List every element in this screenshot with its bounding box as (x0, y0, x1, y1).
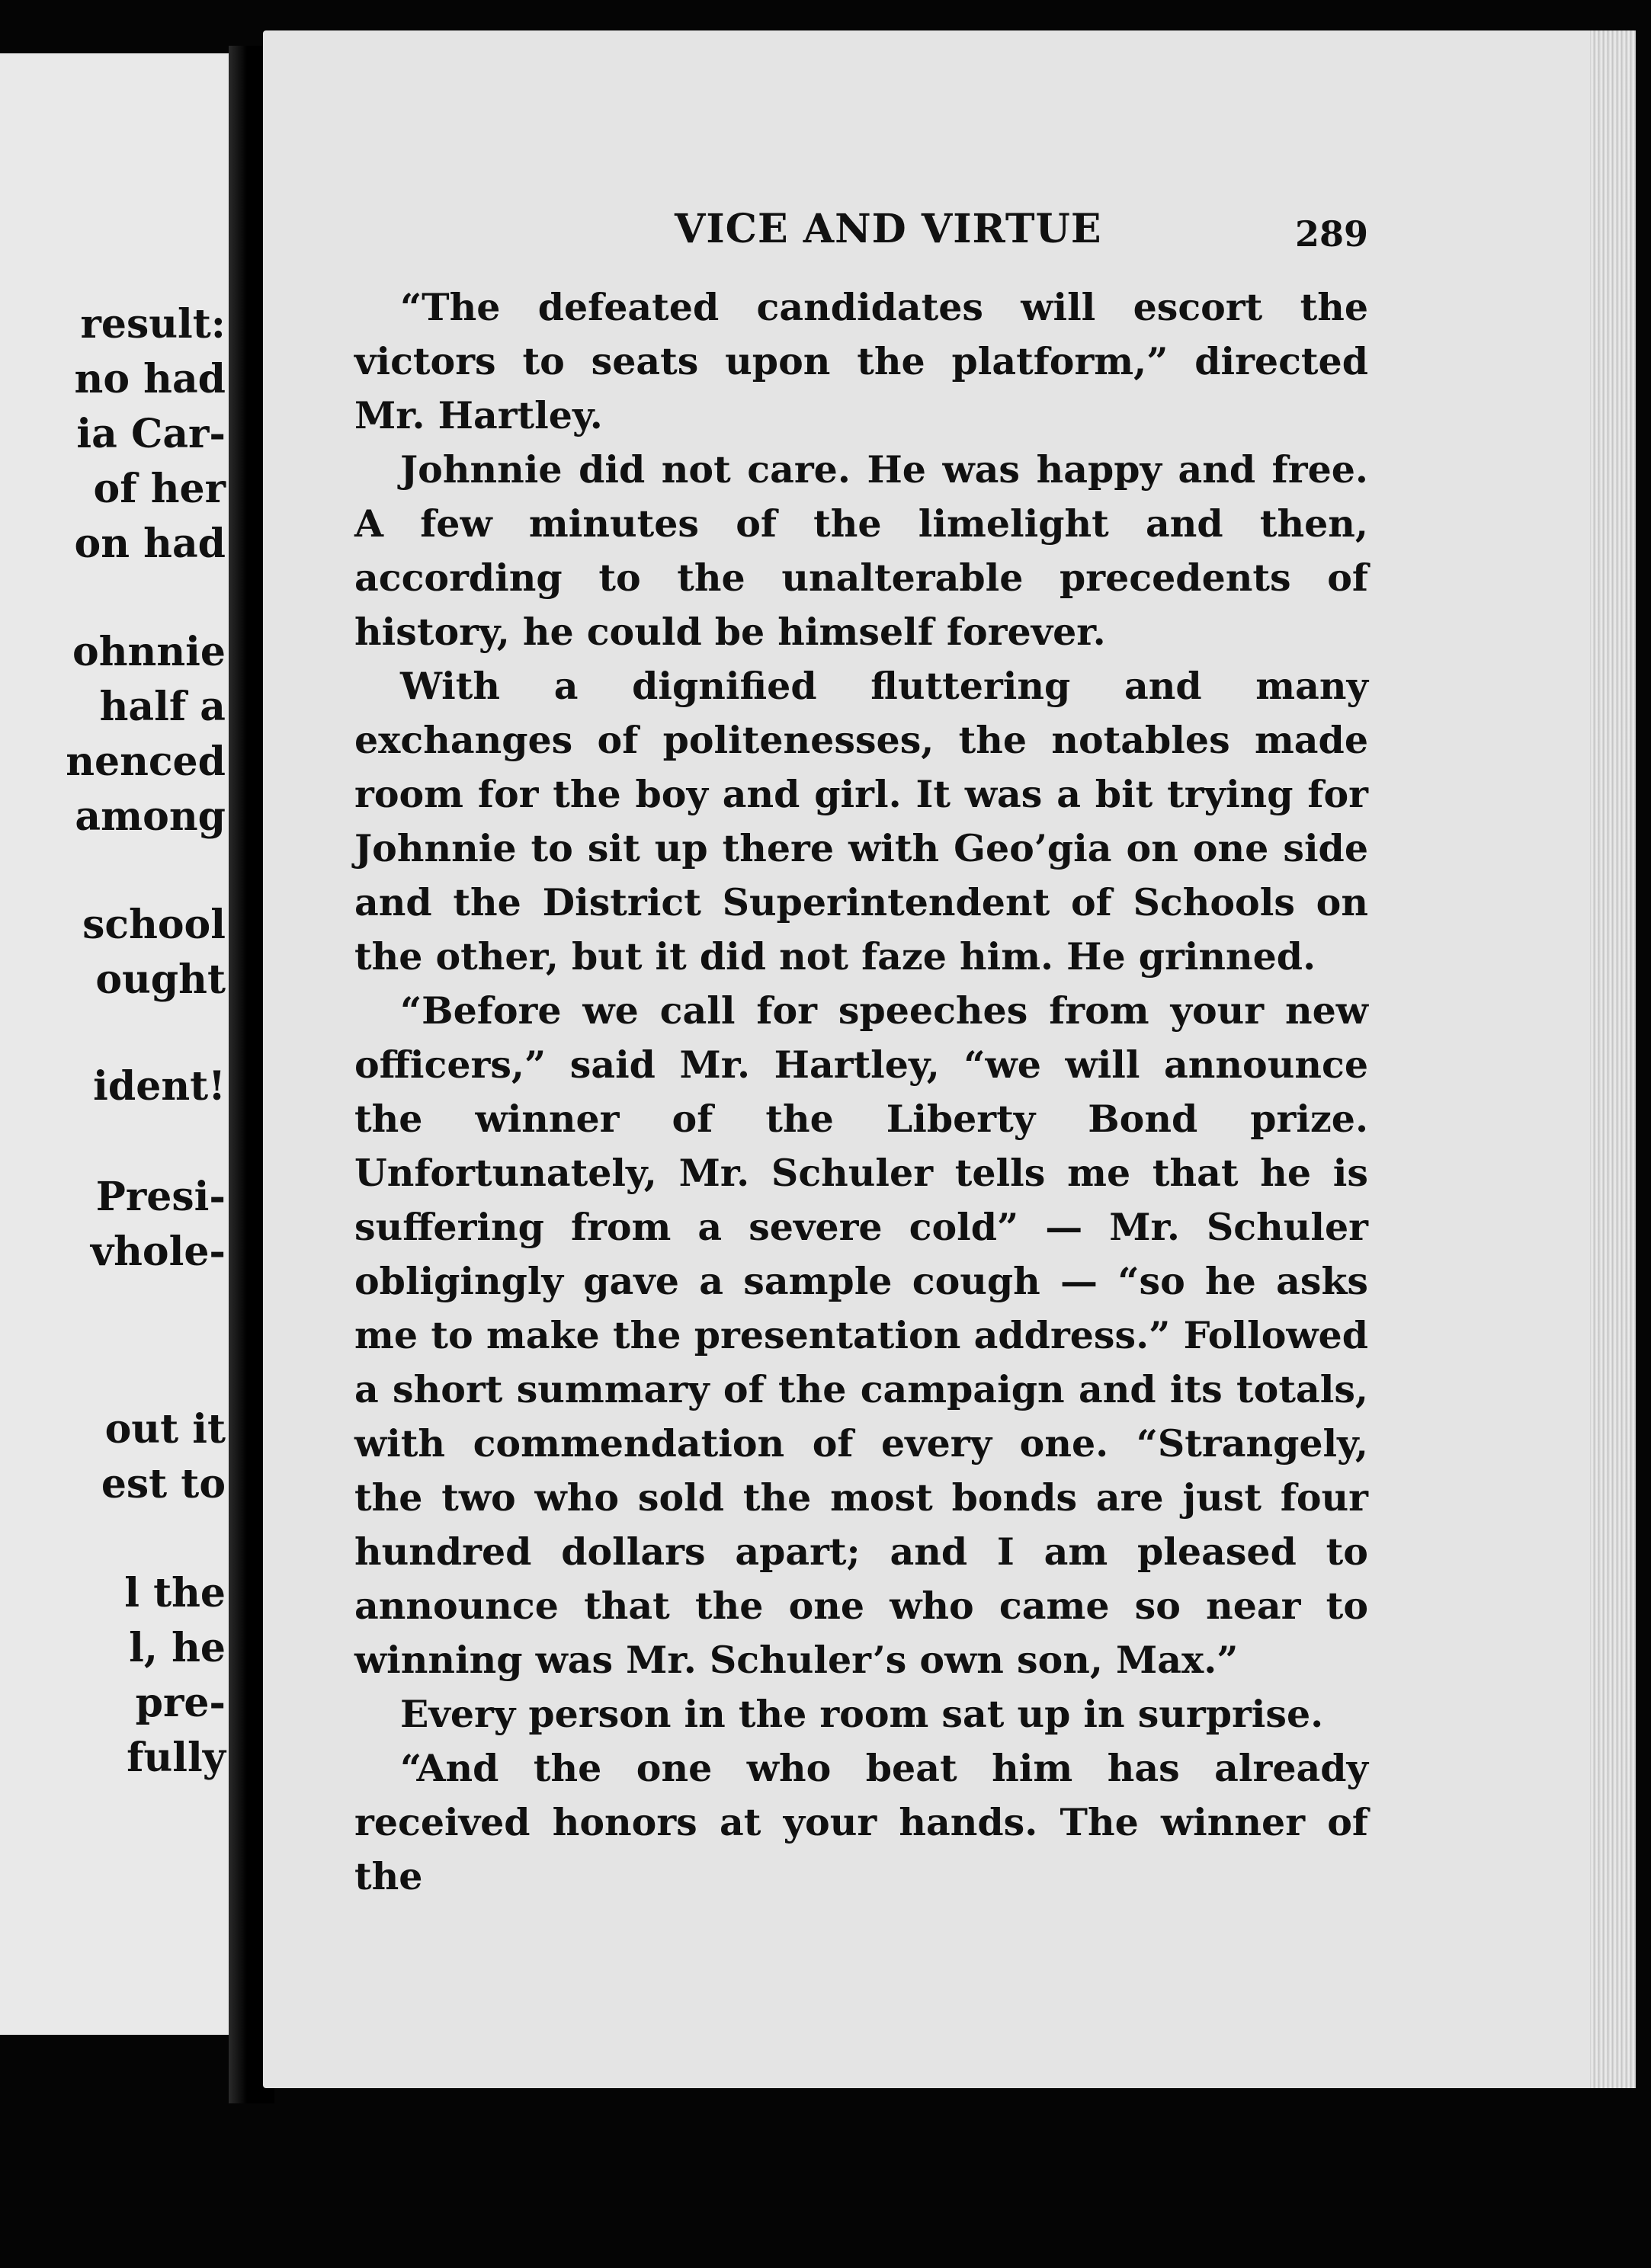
line-end: vhole- (90, 1228, 226, 1275)
page-stack-edge (1590, 30, 1636, 2088)
line-end: nenced (66, 738, 226, 785)
line-end: out it (104, 1406, 226, 1453)
line-end: school (82, 902, 226, 948)
running-head: VICE AND VIRTUE (675, 206, 1102, 252)
line-end: l the (124, 1570, 226, 1616)
line-end: est to (101, 1461, 226, 1507)
page-body (354, 280, 1368, 1904)
line-end: on had (74, 521, 226, 567)
line-end: ia Car- (76, 411, 226, 457)
line-end: among (75, 793, 226, 840)
page-number: 289 (1294, 213, 1368, 255)
line-end: ought (95, 956, 226, 1003)
previous-page-fragment (0, 53, 242, 2035)
line-end: of her (93, 466, 226, 512)
line-end: ohnnie (72, 629, 226, 675)
line-end: ident! (93, 1063, 226, 1110)
paragraph: With a dignified fluttering and many exchanges of politenesses, the notables made room for the boy and girl. It was a bit trying for Johnnie to sit up there with Geo’gia on one side and the District Superintendent of Schools on the other, but it did not faze him. He grinned. (354, 664, 1368, 979)
paragraph: “And the one who beat him has already received honors at your hands. The winner of the (354, 1746, 1368, 1898)
line-end: result: (80, 301, 226, 348)
line-end: fully (127, 1735, 226, 1781)
line-end: l, he (129, 1625, 226, 1671)
paragraph: “Before we call for speeches from your new officers,” said Mr. Hartley, “we will announce the winner of the Liberty Bond prize. Unfortunately, Mr. Schuler tells me that he is suffering from a severe cold” — Mr. Schuler obligingly gave a sample cough — “so he asks me to make the presentation address.” Followed a short summary of the campaign and its totals, with commendation of every one. “Strangely, the two who sold the most bonds are just four hundred dollars apart; and I am pleased to announce that the one who came so near to winning was Mr. Schuler’s own son, Max.” (354, 988, 1368, 1682)
line-end: Presi- (95, 1174, 226, 1220)
previous-page-line-ends (0, 53, 242, 2035)
page-header (354, 198, 1368, 259)
paragraph: Johnnie did not care. He was happy and free. A few minutes of the limelight and then, according to the unalterable precedents of history, he could be himself forever. (354, 447, 1368, 654)
line-end: pre- (135, 1680, 226, 1726)
paragraph: Every person in the room sat up in surprise. (400, 1692, 1324, 1736)
line-end: no had (74, 356, 226, 402)
paragraph: “The defeated candidates will escort the victors to seats upon the platform,” directed Mr. Hartley. (354, 285, 1368, 437)
line-end: half a (99, 684, 226, 730)
